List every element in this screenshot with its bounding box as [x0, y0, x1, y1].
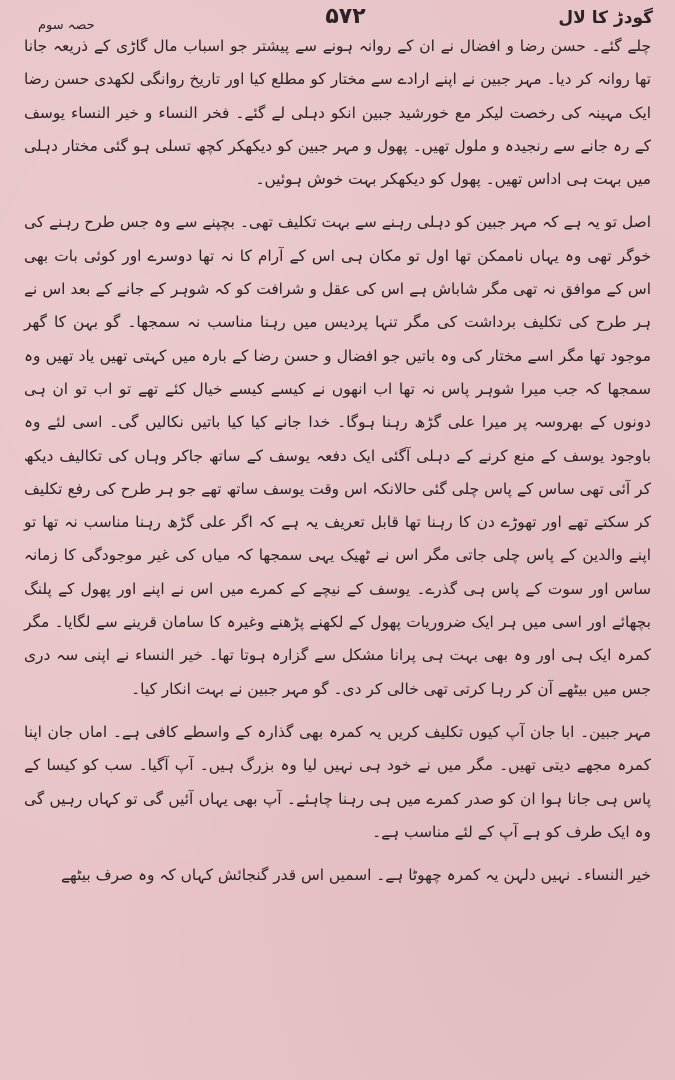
page-body [24, 30, 651, 1060]
paragraph-3: مہر جبین۔ ابا جان آپ کیوں تکلیف کریں یہ کمرہ بھی گذارہ کے واسطے کافی ہے۔ اماں جان اپنا کمرہ مجھے دیتی تھیں۔ مگر میں نے خود ہی نہیں لیا وہ بزرگ ہیں۔ آپ آگیا۔ سب کو کیسا کے پاس ہی جانا ہوا ان کو صدر کمرے میں ہی رہنا چاہئے۔ آپ بھی یہاں آئیں گی تو کہاں رہیں گی وہ ایک طرف کو ہے آپ کے لئے مناسب ہے۔ [24, 722, 651, 841]
section-label: حصہ سوم [38, 17, 95, 33]
book-title: گودڑ کا لال [558, 8, 653, 28]
paragraph-4: خیر النساء۔ نہیں دلہن یہ کمرہ چھوٹا ہے۔ اسمیں اس قدر گنجائش کہاں کہ وہ صرف بیٹھے [61, 866, 651, 885]
paragraph-2: اصل تو یہ ہے کہ مہر جبین کو دہلی رہنے سے بہت تکلیف تھی۔ بچپنے سے وہ جس طرح رہنے کی خوگر تھی وہ یہاں ناممکن تھا اول تو مکان ہی اس کے آرام کا نہ تھا دوسرے اور کوئی بات بھی اس کے موافق نہ تھی مگر شاباش ہے اس کی عقل و شرافت کو کہ شوہر کے جانے کے بعد اس نے ہر طرح کی تکلیف برداشت کی مگر تنہا پردیس میں رہنا مناسب نہ سمجھا۔ گو بہن کا گھر موجود تھا مگر اسے مختار کی وہ باتیں جو افضال و حسن رضا کے بارہ میں کہتی تھیں یاد تھیں وہ سمجھا کہ جب میرا شوہر پاس نہ تھا اب انھوں نے کیسے کیسے خیال کئے تھے تو اب تو ان ہی دونوں کے بھروسہ پر میرا علی گڑھ رہنا ہوگا۔ خدا جانے کیا کیا باتیں نکالیں گی۔ اسی لئے وہ باوجود یوسف کے منع کرنے کے دہلی آگئی ایک دفعہ یوسف کے ساتھ جاکر وہاں کی تکالیف دیکھ کر آئی تھی ساس کے پاس چلی گئی حالانکہ اس وقت یوسف ساتھ تھے جو ہر طرح کی رفع تکلیف کر سکتے تھے اور تھوڑے دن کا رہنا تھا قابل تعریف یہ ہے کہ اگر علی گڑھ رہنا مناسب نہ تھا تو اپنے والدین کے پاس چلی جاتی مگر اس نے ٹھیک یہی سمجھا کہ میاں کی غیر موجودگی کا زمانہ ساس اور سوت کے پاس ہی گذرے۔ یوسف کے نیچے کے کمرے میں اس نے اپنے اور پھول کے پلنگ بچھائے اور اسی میں ہر ایک ضروریات پھول کے لکھنے پڑھنے وغیرہ کا سامان قرینے سے لگایا۔ مگر کمرہ ایک ہی اور وہ بھی بہت ہی پرانا مشکل سے گزارہ ہوتا تھا۔ خیر النساء نے اپنی سہ دری جس میں بیٹھے آن کر رہا کرتی تھی خالی کر دی۔ گو مہر جبین نے بہت انکار کیا۔ [24, 213, 651, 698]
page-number: ۵۷۲ [325, 4, 366, 29]
paragraph-1: چلے گئے۔ حسن رضا و افضال نے ان کے روانہ ہونے سے پیشتر جو اسباب مال گاڑی کے ذریعہ جانا تھا روانہ کر دیا۔ مہر جبین نے اپنے ارادے سے مختار کو مطلع کیا اور تاریخ روانگی لکھدی حسن رضا ایک مہینہ کی رخصت لیکر مع خورشید جبین انکو دہلی لے گئے۔ فخر النساء و خیر النساء یوسف کے رہ جانے سے رنجیدہ و ملول تھیں۔ پھول و مہر جبین کو دیکھکر کچھ تسلی ہو گئی مختار دہلی میں بہت ہی اداس تھیں۔ پھول کو دیکھکر بہت خوش ہوئیں۔ [24, 37, 651, 189]
